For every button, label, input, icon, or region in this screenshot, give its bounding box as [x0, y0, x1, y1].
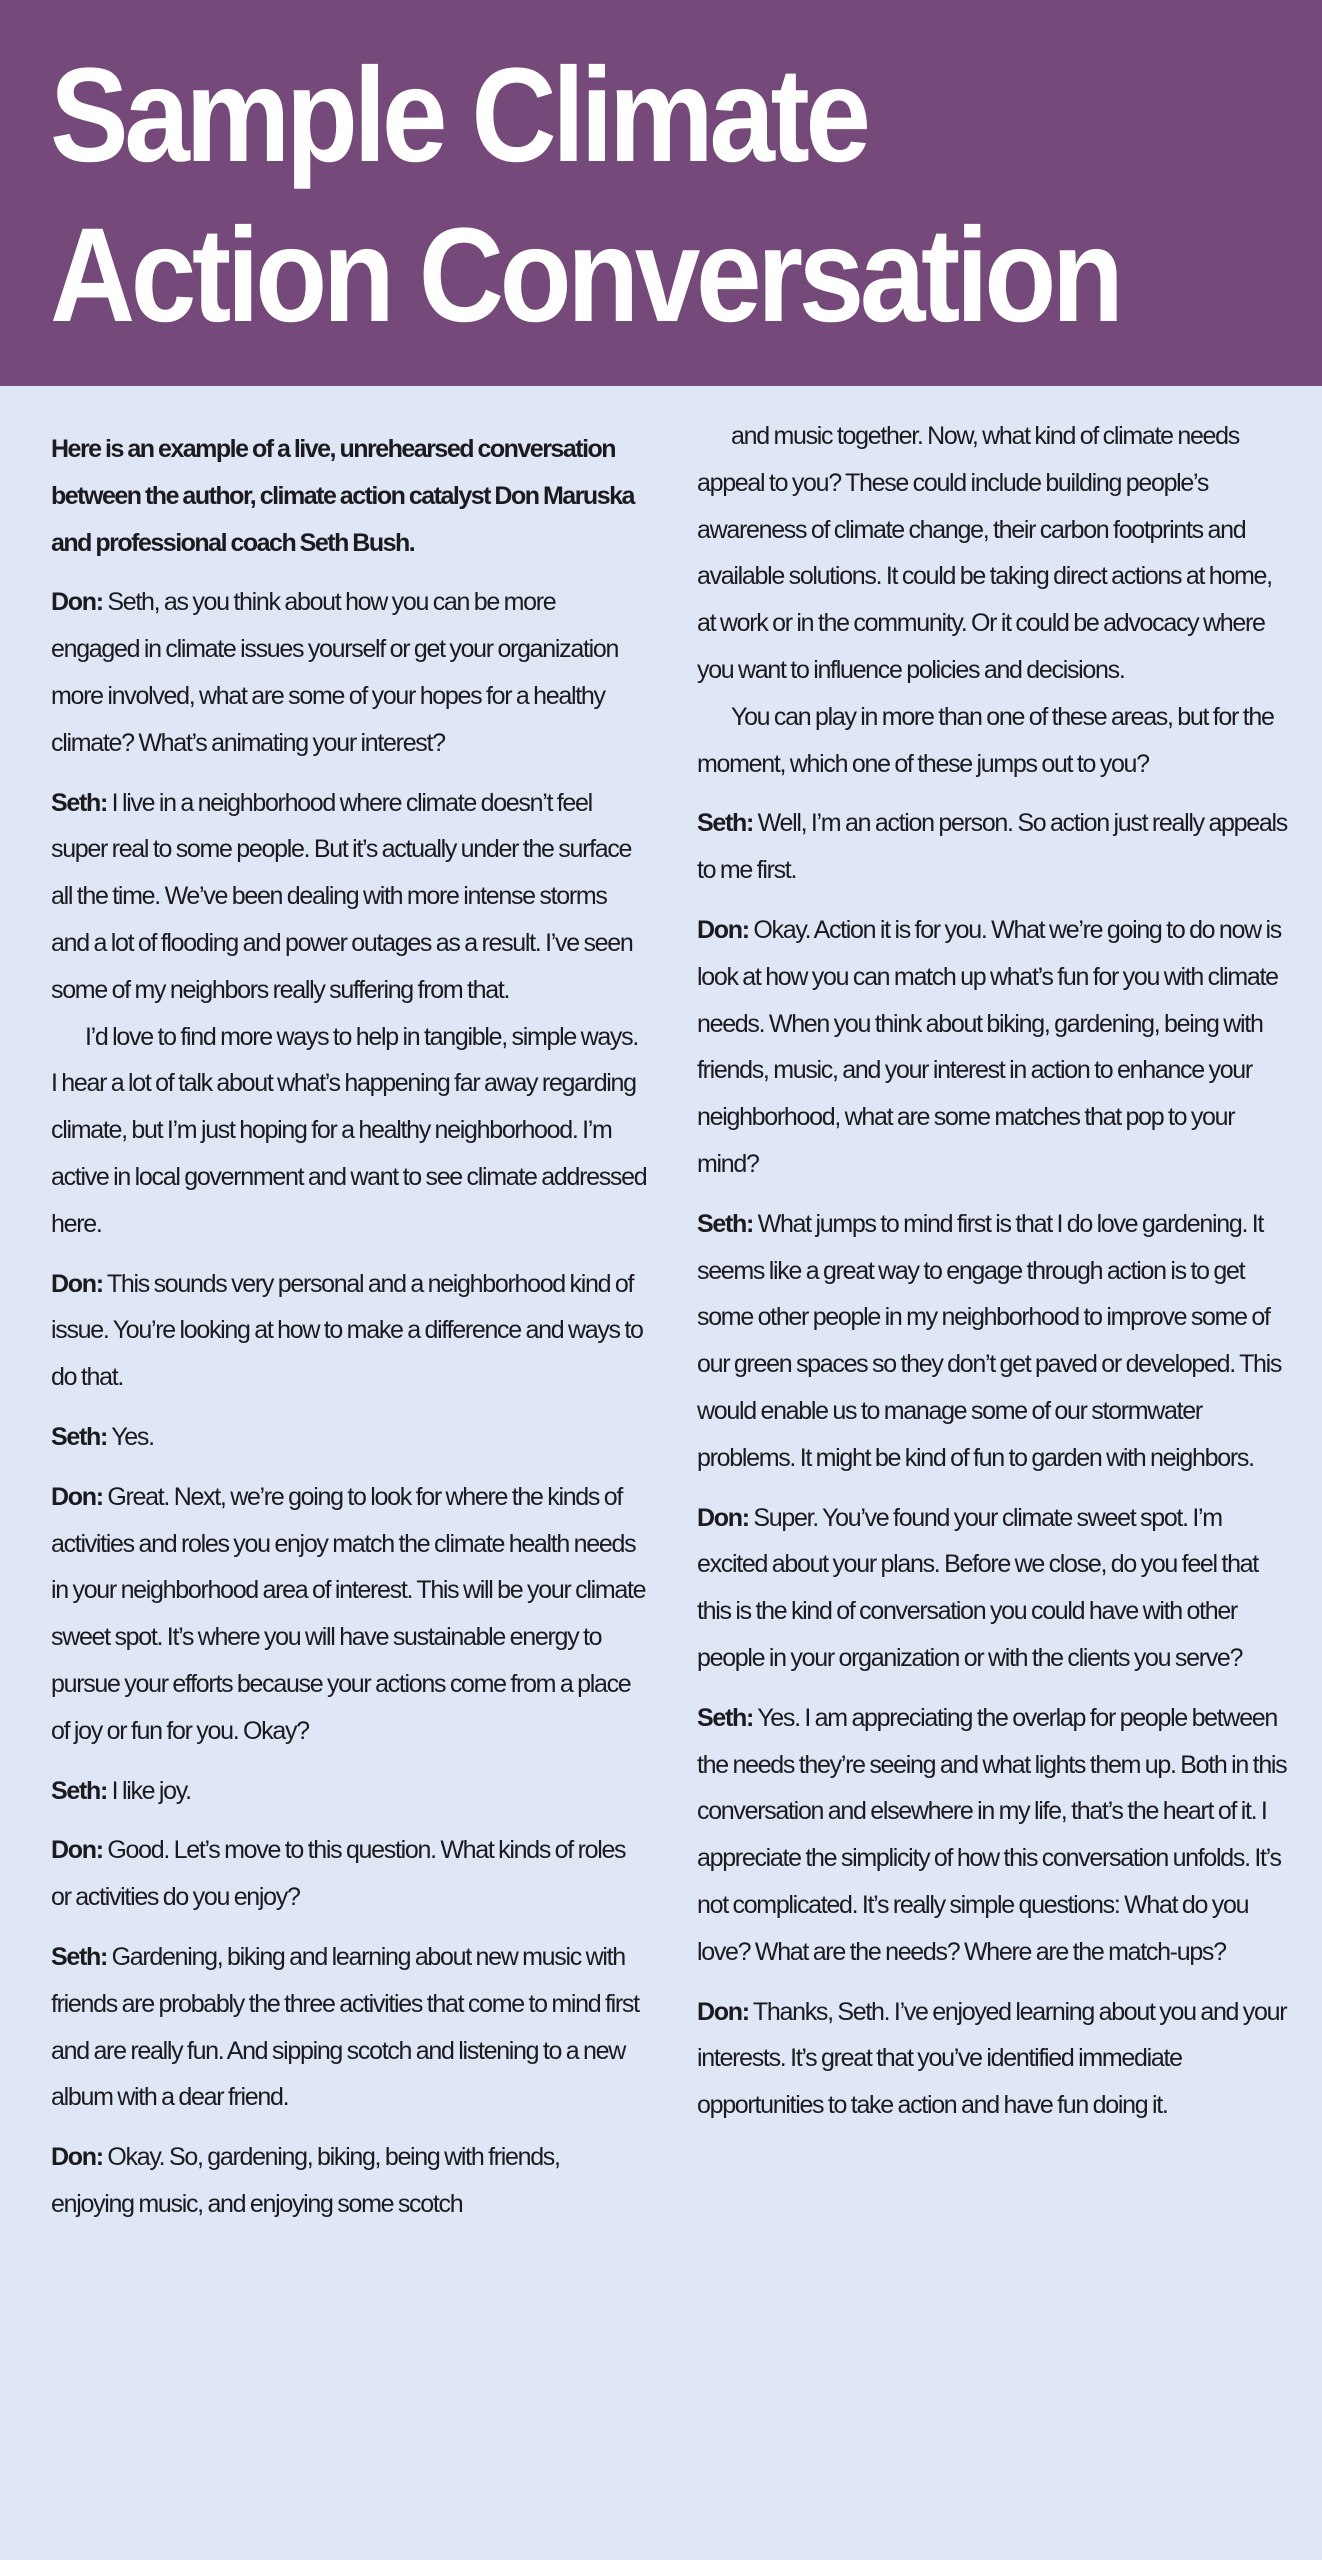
conversation-body [51, 422, 1287, 2516]
title-banner [0, 0, 1322, 386]
dialogue-text: Yes. [107, 1422, 154, 1451]
right-column [697, 422, 1293, 2142]
speaker-label: Don: [51, 1836, 103, 1865]
dialogue-paragraph [697, 694, 1293, 788]
dialogue-paragraph [51, 2134, 647, 2228]
dialogue-text: Good. Let’s move to this question. What kinds of roles or activities do you enjoy? [51, 1836, 626, 1912]
speaker-label: Don: [51, 1269, 103, 1298]
speaker-label: Don: [51, 2143, 103, 2172]
speaker-label: Seth: [697, 809, 754, 838]
dialogue-paragraph [697, 800, 1293, 894]
speaker-label: Seth: [51, 1422, 108, 1451]
speaker-label: Seth: [697, 1703, 754, 1732]
dialogue-paragraph [51, 780, 647, 1014]
dialogue-text: Great. Next, we’re going to look for where the kinds of activities and roles you enjoy match the climate health needs in your neighborhood area of interest. This will be your climate sweet spot. It’s where you will have sustainable energy to pursue your efforts because your actions come from a place of joy or fun for you. Okay? [51, 1482, 646, 1745]
speaker-label: Seth: [51, 1942, 108, 1971]
dialogue-text: Thanks, Seth. I’ve enjoyed learning about you and your interests. It’s great that you’ve identified immediate opportunities to take action and have fun doing it. [697, 1997, 1287, 2120]
speaker-label: Seth: [697, 1209, 754, 1238]
speaker-label: Don: [51, 1482, 103, 1511]
right-dialogue [697, 413, 1293, 2129]
dialogue-text: You can play in more than one of these areas, but for the moment, which one of these jumps out to you? [697, 702, 1274, 778]
dialogue-text: Well, I’m an action person. So action just really appeals to me first. [697, 809, 1287, 885]
intro-paragraph: Here is an example of a live, unrehearsed conversation between the author, climate action catalyst Don Maruska and professional coach Seth Bush. [51, 435, 634, 557]
dialogue-text: I’d love to find more ways to help in tangible, simple ways. I hear a lot of talk about what’s happening far away regarding climate, but I’m just hoping for a healthy neighborhood. I’m active in local government and want to see climate addressed here. [51, 1022, 647, 1238]
dialogue-paragraph [51, 1934, 647, 2121]
dialogue-text: Okay. So, gardening, biking, being with friends, enjoying music, and enjoying some scotch [51, 2143, 560, 2218]
dialogue-paragraph [697, 413, 1293, 694]
dialogue-paragraph [51, 1768, 647, 1815]
dialogue-text: Super. You’ve found your climate sweet spot. I’m excited about your plans. Before we close, do you feel that this is the kind of conversation you could have with other people in your organization or with the clients you serve? [697, 1503, 1258, 1672]
left-column [51, 426, 647, 2241]
dialogue-paragraph [697, 1495, 1293, 1682]
speaker-label: Don: [697, 1503, 749, 1532]
dialogue-paragraph [51, 1014, 647, 1248]
dialogue-paragraph [51, 1827, 647, 1921]
dialogue-text: Yes. I am appreciating the overlap for people between the needs they’re seeing and what lights them up. Both in this conversation and elsewhere in my life, that’s the heart of it. I appreciate the simplicity of how this conversation unfolds. It’s not complicated. It’s really simple questions: What do you love? What are the needs? Where are the match-ups? [697, 1703, 1287, 1966]
dialogue-paragraph [51, 1414, 647, 1461]
dialogue-text: Okay. Action it is for you. What we’re going to do now is look at how you can match up what’s fun for you with climate needs. When you think about biking, gardening, being with friends, music, and your interest in action to enhance your neighborhood, what are some matches that pop to your mind? [697, 915, 1281, 1178]
dialogue-paragraph [697, 907, 1293, 1188]
dialogue-text: and music together. Now, what kind of climate needs appeal to you? These could include building people’s awareness of climate change, their carbon footprints and available solutions. It could be taking direct actions at home, at work or in the community. Or it could be advocacy where you want to influence policies and decisions. [697, 422, 1272, 684]
dialogue-paragraph [697, 1201, 1293, 1482]
dialogue-text: I live in a neighborhood where climate doesn’t feel super real to some people. But it’s actually under the surface all the time. We’ve been dealing with more intense storms and a lot of flooding and power outages as a result. I’ve seen some of my neighbors really suffering from that. [51, 788, 633, 1004]
dialogue-text: Gardening, biking and learning about new music with friends are probably the three activities that come to mind first and are really fun. And sipping scotch and listening to a new album with a dear friend. [51, 1942, 639, 2112]
speaker-label: Seth: [51, 788, 108, 817]
speaker-label: Don: [51, 588, 103, 617]
dialogue-paragraph [51, 1474, 647, 1755]
dialogue-paragraph [51, 579, 647, 766]
speaker-label: Don: [697, 915, 749, 944]
dialogue-text: I like joy. [107, 1776, 191, 1805]
speaker-label: Seth: [51, 1776, 108, 1805]
speaker-label: Don: [697, 1997, 749, 2026]
left-dialogue [51, 579, 647, 2227]
dialogue-text: Seth, as you think about how you can be more engaged in climate issues yourself or get your organization more involved, what are some of your hopes for a healthy climate? What’s animating your interest? [51, 588, 619, 757]
page-title [50, 36, 1141, 356]
dialogue-paragraph [51, 1261, 647, 1401]
dialogue-text: What jumps to mind first is that I do love gardening. It seems like a great way to engage through action is to get some other people in my neighborhood to improve some of our green spaces so they don’t get paved or developed. This would enable us to manage some of our stormwater problems. It might be kind of fun to garden with neighbors. [697, 1209, 1282, 1472]
dialogue-paragraph [697, 1989, 1293, 2129]
dialogue-text: This sounds very personal and a neighborhood kind of issue. You’re looking at how to make a difference and ways to do that. [51, 1269, 643, 1392]
title-line-2: Action Conversation [50, 201, 1120, 350]
dialogue-paragraph [697, 1695, 1293, 1976]
title-line-1: Sample Climate [50, 41, 867, 190]
